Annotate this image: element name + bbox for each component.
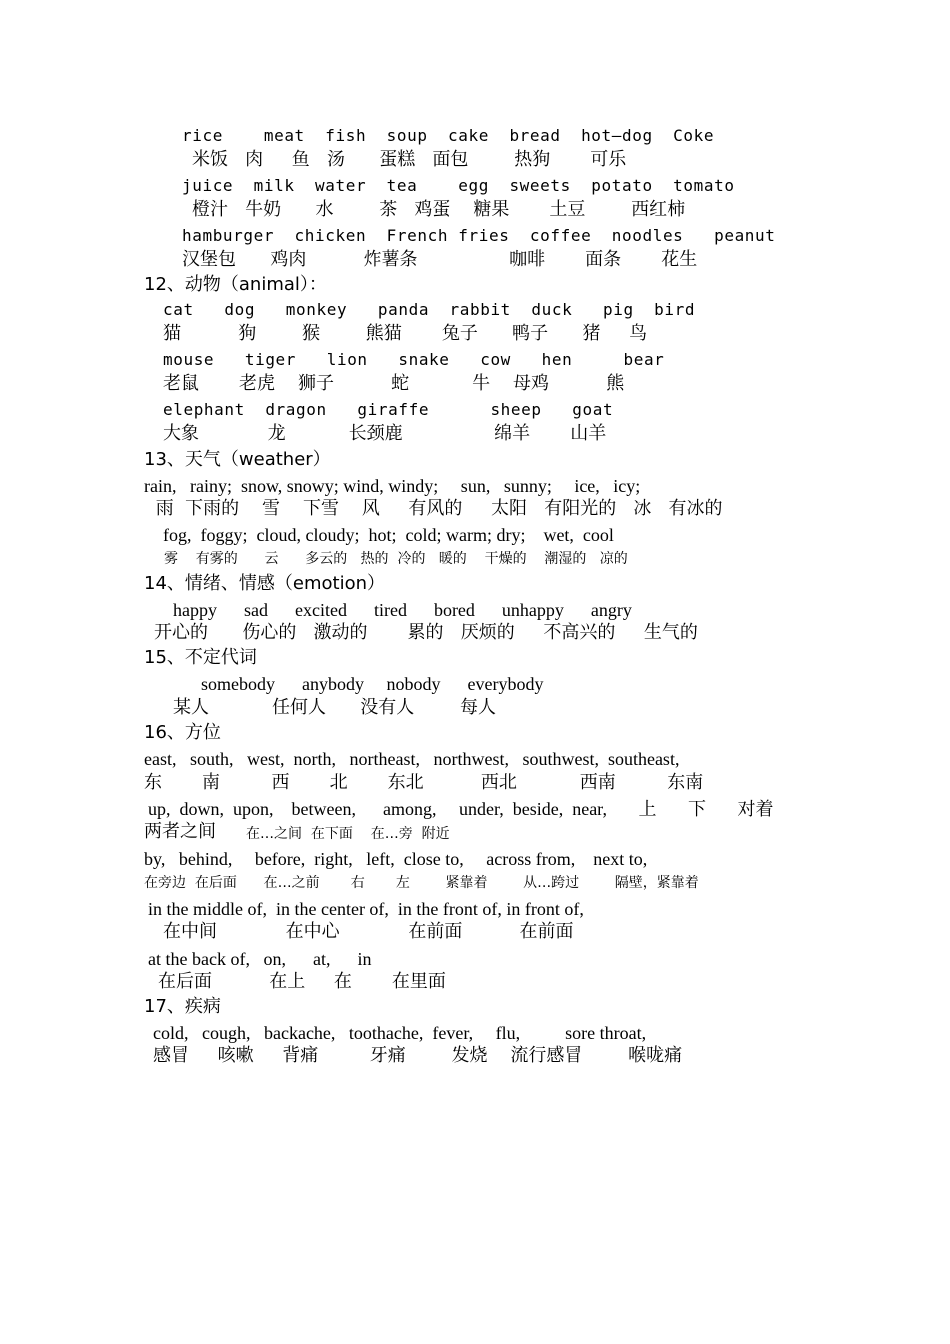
animal-words-chinese-1: 猫 狗 猴 熊猫 兔子 鸭子 猪 鸟 [163,323,648,344]
illness-words-english: cold, cough, backache, toothache, fever, flu, sore throat, [153,1023,647,1043]
emotion-words-chinese: 开心的 伤心的 激动的 累的 厌烦的 不高兴的 生气的 [154,622,698,643]
direction-words-chinese-2b: 在…之间 在下面 在…旁 附近 [246,826,450,842]
section-heading-animal: 12、动物（animal）： [144,274,327,295]
section-heading-indefinite-pronouns: 15、不定代词 [144,647,257,668]
direction-words-chinese-1: 东 南 西 北 东北 西北 西南 东南 [144,772,704,793]
food-words-english-3: hamburger chicken French fries coffee noodles peanut [182,226,776,245]
food-words-english-2: juice milk water tea egg sweets potato tomato [182,176,735,195]
section-heading-weather: 13、天气（weather） [144,449,331,470]
food-words-english-1: rice meat fish soup cake bread hot—dog Coke [182,126,715,145]
direction-words-chinese-3: 在旁边 在后面 在…之前 右 左 紧靠着 从…跨过 隔壁，紧靠着 [144,875,699,891]
direction-words-chinese-2a: 两者之间 [144,821,216,842]
animal-words-english-2: mouse tiger lion snake cow hen bear [163,350,665,369]
food-words-chinese-2: 橙汁 牛奶 水 茶 鸡蛋 糖果 土豆 西红柿 [192,199,686,220]
weather-words-chinese-1: 雨 下雨的 雪 下雪 风 有风的 太阳 有阳光的 冰 有冰的 [150,498,723,519]
section-heading-emotion: 14、情绪、情感（emotion） [144,573,386,594]
animal-words-english-1: cat dog monkey panda rabbit duck pig bird [163,300,696,319]
food-words-chinese-1: 米饭 肉 鱼 汤 蛋糕 面包 热狗 可乐 [192,149,627,170]
pronoun-words-english: somebody anybody nobody everybody [201,674,544,694]
direction-words-english-2: up, down, upon, between, among, under, beside, near, 上 下 对着 [148,799,774,819]
weather-words-english-2: fog, foggy; cloud, cloudy; hot; cold; warm; dry; wet, cool [163,525,614,545]
animal-words-english-3: elephant dragon giraffe sheep goat [163,400,614,419]
weather-words-chinese-2: 雾 有雾的 云 多云的 热的 冷的 暖的 干燥的 潮湿的 凉的 [164,551,628,567]
section-heading-illness: 17、疾病 [144,996,221,1017]
direction-words-english-3: by, behind, before, right, left, close to, across from, next to, [144,849,648,869]
emotion-words-english: happy sad excited tired bored unhappy angry [173,600,632,620]
pronoun-words-chinese: 某人 任何人 没有人 每人 [173,697,497,718]
direction-words-english-4: in the middle of, in the center of, in the front of, in front of, [148,899,584,919]
direction-words-english-5: at the back of, on, at, in [148,949,372,969]
weather-words-english-1: rain, rainy; snow, snowy; wind, windy; sun, sunny; ice, icy; [144,476,641,496]
animal-words-chinese-2: 老鼠 老虎 狮子 蛇 牛 母鸡 熊 [163,373,625,394]
direction-words-english-1: east, south, west, north, northeast, northwest, southwest, southeast, [144,749,680,769]
section-heading-direction: 16、方位 [144,722,221,743]
animal-words-chinese-3: 大象 龙 长颈鹿 绵羊 山羊 [163,423,607,444]
direction-words-chinese-5: 在后面 在上 在 在里面 [158,971,446,992]
food-words-chinese-3: 汉堡包 鸡肉 炸薯条 咖啡 面条 花生 [182,249,698,270]
illness-words-chinese: 感冒 咳嗽 背痛 牙痛 发烧 流行感冒 喉咙痛 [153,1045,683,1066]
direction-words-chinese-4: 在中间 在中心 在前面 在前面 [163,921,574,942]
